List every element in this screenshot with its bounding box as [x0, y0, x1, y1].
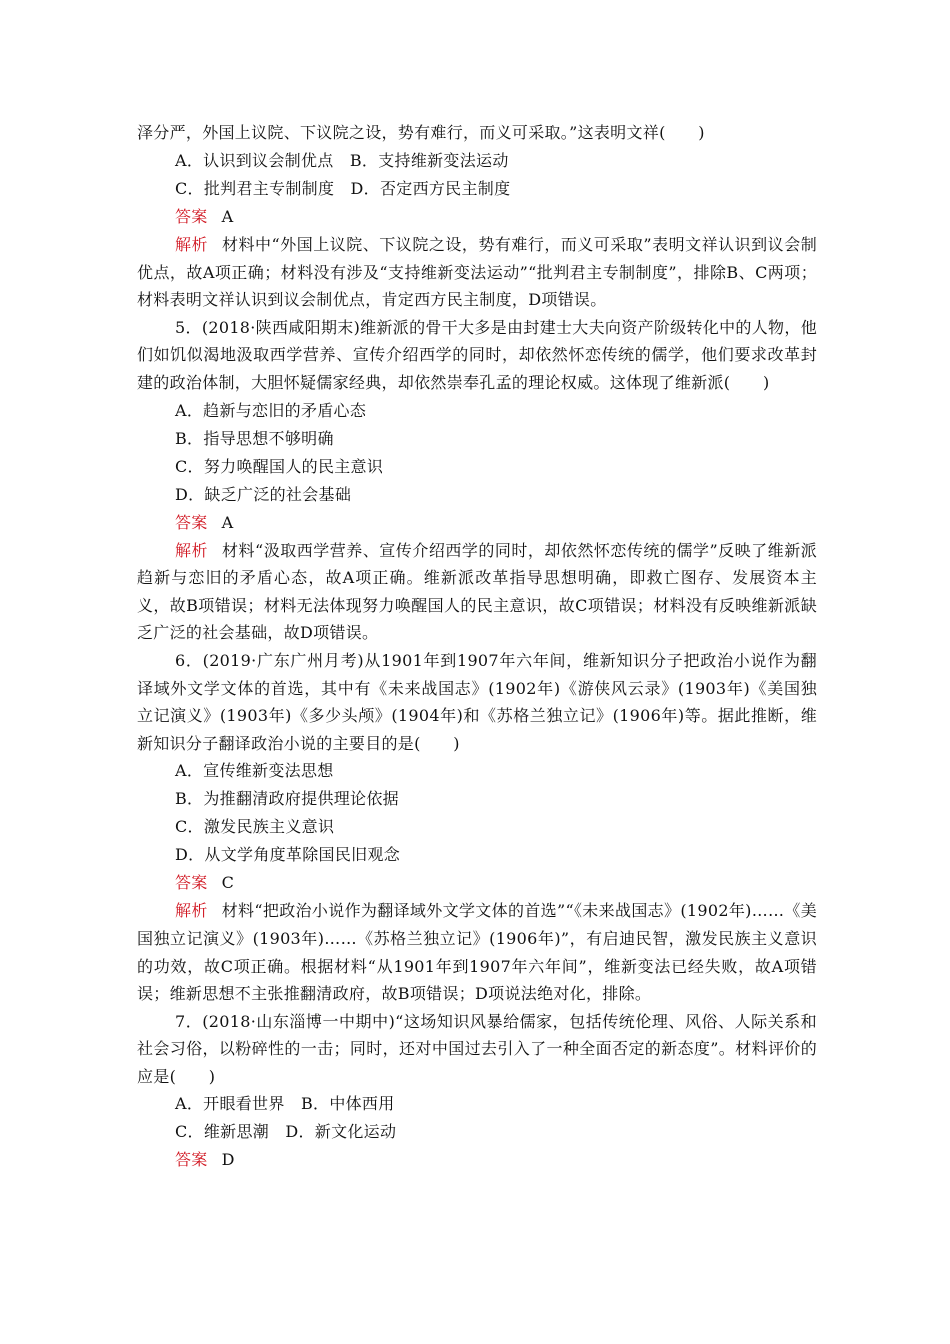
analysis-label: 解析: [175, 540, 209, 560]
q7-answer: [137, 1146, 817, 1174]
q6-analysis: [137, 897, 817, 1007]
q5-analysis: [137, 537, 817, 647]
q6-answer-value: C: [221, 873, 235, 893]
q7-options-row-1: A．开眼看世界 B．中体西用: [175, 1094, 395, 1114]
q4-analysis-text: 材料中“外国上议院、下议院之设，势有难行，而义可采取”表明文祥认识到议会制优点，故A项正确；材料没有涉及“支持维新变法运动”“批判君主专制制度”，排除B、C两项；材料表明文祥认识到议会制优点，肯定西方民主制度，D项错误。: [137, 235, 817, 310]
q4-options-row-1: A．认识到议会制优点 B．支持维新变法运动: [175, 151, 509, 170]
page-content: [137, 119, 817, 1174]
q6-option-b: B．为推翻清政府提供理论依据: [175, 789, 399, 809]
q6-answer: [137, 869, 817, 897]
answer-label: 答案: [175, 873, 208, 893]
answer-label: 答案: [175, 207, 208, 226]
q6-stem: 6．(2019·广东广州月考)从1901年到1907年六年间，维新知识分子把政治小说作为翻译域外文学文体的首选，其中有《未来战国志》(1902年)《游侠风云录》(1903年)《美国独立记演义》(1903年)《多少头颅》(1904年)和《苏格兰独立记》(1906年)等。据此推断，维新知识分子翻译政治小说的主要目的是( ): [137, 650, 817, 753]
q6-analysis-text: 材料“把政治小说作为翻译域外文学文体的首选”“《未来战国志》(1902年)……《美国独立记演义》(1903年)……《苏格兰独立记》(1906年)”，有启迪民智，激发民族主义意识的功效，故C项正确。根据材料“从1901年到1907年六年间”，维新变法已经失败，故A项错误；维新思想不主张推翻清政府，故B项错误；D项说法绝对化，排除。: [137, 901, 817, 1004]
q5-stem: 5．(2018·陕西咸阳期末)维新派的骨干大多是由封建士大夫向资产阶级转化中的人物，他们如饥似渴地汲取西学营养、宣传介绍西学的同时，却依然怀恋传统的儒学，他们要求改革封建的政治体制，大胆怀疑儒家经典，却依然崇奉孔孟的理论权威。这体现了维新派( ): [137, 317, 817, 392]
answer-label: 答案: [175, 1150, 208, 1170]
q7-answer-value: D: [221, 1150, 235, 1170]
q6-option-c: C．激发民族主义意识: [175, 817, 335, 837]
q4-answer: [137, 203, 817, 231]
q7-options-row-2: C．维新思潮 D．新文化运动: [175, 1122, 397, 1142]
q5-option-c: C．努力唤醒国人的民主意识: [175, 456, 384, 476]
q5-answer-value: A: [221, 512, 234, 532]
q5-option-d: D．缺乏广泛的社会基础: [175, 484, 352, 504]
q4-stem-tail: 泽分严，外国上议院、下议院之设，势有难行，而义可采取。”这表明文祥( ): [137, 123, 705, 142]
analysis-label: 解析: [175, 235, 209, 254]
q4-options-row-2: C．批判君主专制制度 D．否定西方民主制度: [175, 179, 511, 198]
q4-analysis: [137, 231, 817, 314]
q5-option-b: B．指导思想不够明确: [175, 428, 334, 448]
q5-answer: [137, 509, 817, 537]
q6-option-a: A．宣传维新变法思想: [175, 761, 334, 781]
q5-option-a: A．趋新与恋旧的矛盾心态: [175, 400, 367, 420]
q4-answer-value: A: [221, 207, 234, 226]
analysis-label: 解析: [175, 901, 208, 921]
q6-option-d: D．从文学角度革除国民旧观念: [175, 845, 401, 865]
answer-label: 答案: [175, 512, 208, 532]
q7-stem: 7．(2018·山东淄博一中期中)“这场知识风暴给儒家，包括传统伦理、风俗、人际关系和社会习俗，以粉碎性的一击；同时，还对中国过去引入了一种全面否定的新态度”。材料评价的应是( ): [137, 1011, 817, 1086]
q5-analysis-text: 材料“汲取西学营养、宣传介绍西学的同时，却依然怀恋传统的儒学”反映了维新派趋新与恋旧的矛盾心态，故A项正确。维新派改革指导思想明确，即救亡图存、发展资本主义，故B项错误；材料无法体现努力唤醒国人的民主意识，故C项错误；材料没有反映维新派缺乏广泛的社会基础，故D项错误。: [137, 540, 817, 643]
